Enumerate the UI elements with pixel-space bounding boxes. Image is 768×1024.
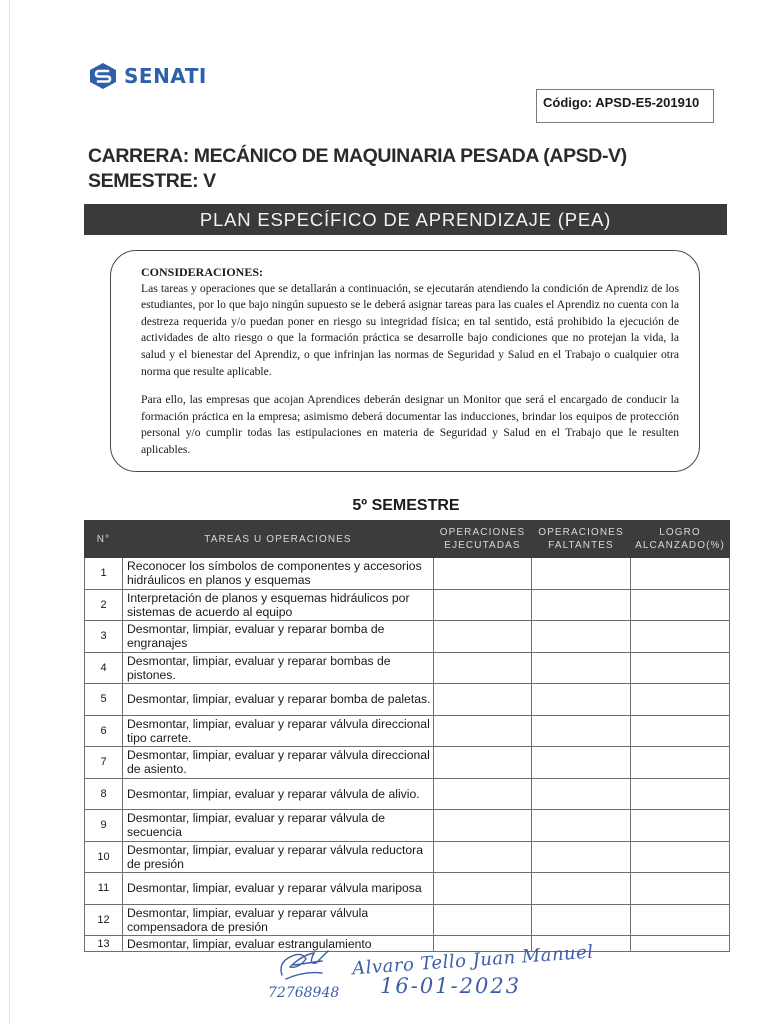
row-task: Desmontar, limpiar, evaluar y reparar válvula direccional de asiento. [123, 747, 434, 779]
row-executed-cell[interactable] [434, 778, 532, 810]
row-achievement-cell[interactable] [631, 810, 730, 842]
career-title: CARRERA: MECÁNICO DE MAQUINARIA PESADA (APSD-V) [88, 145, 627, 167]
row-executed-cell[interactable] [434, 841, 532, 873]
row-task: Desmontar, limpiar, evaluar estrangulamiento [123, 936, 434, 952]
row-missing-cell[interactable] [532, 715, 631, 747]
row-executed-cell[interactable] [434, 873, 532, 905]
row-number: 3 [85, 621, 123, 653]
row-missing-cell[interactable] [532, 873, 631, 905]
row-number: 11 [85, 873, 123, 905]
row-number: 5 [85, 684, 123, 716]
table-row [85, 558, 730, 590]
row-achievement-cell[interactable] [631, 558, 730, 590]
row-number: 1 [85, 558, 123, 590]
row-number: 10 [85, 841, 123, 873]
row-executed-cell[interactable] [434, 747, 532, 779]
table-row [85, 684, 730, 716]
row-executed-cell[interactable] [434, 684, 532, 716]
row-achievement-cell[interactable] [631, 936, 730, 952]
table-row [85, 747, 730, 779]
row-missing-cell[interactable] [532, 589, 631, 621]
row-number: 7 [85, 747, 123, 779]
table-header-row [85, 521, 730, 558]
considerations-title: CONSIDERACIONES: [141, 265, 264, 279]
row-achievement-cell[interactable] [631, 589, 730, 621]
row-executed-cell[interactable] [434, 652, 532, 684]
header-num: N° [85, 521, 123, 558]
row-missing-cell[interactable] [532, 778, 631, 810]
row-task: Desmontar, limpiar, evaluar y reparar bomba de paletas. [123, 684, 434, 716]
row-number: 4 [85, 652, 123, 684]
row-number: 9 [85, 810, 123, 842]
table-row [85, 715, 730, 747]
table-row [85, 873, 730, 905]
row-task: Desmontar, limpiar, evaluar y reparar válvula reductora de presión [123, 841, 434, 873]
row-executed-cell[interactable] [434, 904, 532, 936]
table-row [85, 904, 730, 936]
table-row [85, 778, 730, 810]
tasks-table-wrapper [84, 520, 730, 952]
row-executed-cell[interactable] [434, 621, 532, 653]
row-task: Desmontar, limpiar, evaluar y reparar válvula compensadora de presión [123, 904, 434, 936]
handwritten-date: 16-01-2023 [380, 974, 522, 998]
considerations-paragraph-2: Para ello, las empresas que acojan Aprendices deberán designar un Monitor que será el encargado de conducir la formación práctica en la empresa; asimismo deberá documentar las inducciones, brindar los equipos de protección personal y/o cumplir todas las estipulaciones en materia de Seguridad y Salud en el Trabajo que le resulten aplicables. [141, 393, 679, 456]
row-achievement-cell[interactable] [631, 684, 730, 716]
semester-title: SEMESTRE: V [88, 170, 216, 192]
table-row [85, 589, 730, 621]
table-row [85, 841, 730, 873]
row-achievement-cell[interactable] [631, 621, 730, 653]
row-task: Desmontar, limpiar, evaluar y reparar válvula de alivio. [123, 778, 434, 810]
senati-logo-icon [88, 62, 118, 90]
row-achievement-cell[interactable] [631, 652, 730, 684]
row-task: Interpretación de planos y esquemas hidráulicos por sistemas de acuerdo al equipo [123, 589, 434, 621]
row-executed-cell[interactable] [434, 810, 532, 842]
semester-table-title: 5º SEMESTRE [352, 497, 460, 514]
document-code: Código: APSD-E5-201910 [536, 89, 714, 123]
row-number: 12 [85, 904, 123, 936]
row-missing-cell[interactable] [532, 621, 631, 653]
logo-text: SENATI [124, 64, 207, 88]
considerations-box [110, 250, 700, 472]
row-executed-cell[interactable] [434, 715, 532, 747]
row-task: Reconocer los símbolos de componentes y accesorios hidráulicos en planos y esquemas [123, 558, 434, 590]
row-number: 6 [85, 715, 123, 747]
row-task: Desmontar, limpiar, evaluar y reparar bomba de engranajes [123, 621, 434, 653]
row-executed-cell[interactable] [434, 589, 532, 621]
row-missing-cell[interactable] [532, 652, 631, 684]
senati-logo [88, 62, 207, 90]
plan-banner: PLAN ESPECÍFICO DE APRENDIZAJE (PEA) [84, 204, 727, 235]
row-task: Desmontar, limpiar, evaluar y reparar válvula direccional tipo carrete. [123, 715, 434, 747]
table-row [85, 810, 730, 842]
row-task: Desmontar, limpiar, evaluar y reparar bombas de pistones. [123, 652, 434, 684]
row-achievement-cell[interactable] [631, 904, 730, 936]
table-row [85, 652, 730, 684]
table-row [85, 621, 730, 653]
considerations-paragraph-1: Las tareas y operaciones que se detallarán a continuación, se ejecutarán atendiendo la condición de Aprendiz de los estudiantes, por lo que bajo ningún supuesto se le deberá asignar tareas para las cuales el Aprendiz no cuenta con la destreza requerida y/o puedan poner en riesgo su integridad física; en tal sentido, está prohibido la ejecución de actividades de alto riesgo o que la formación práctica se desarrolle bajo condiciones que no protejan la vida, la salud y el bienestar del Aprendiz, o que infrinjan las normas de Seguridad y Salud en el Trabajo o cualquier otra norma que resulte aplicable. [141, 281, 679, 378]
row-achievement-cell[interactable] [631, 873, 730, 905]
row-task: Desmontar, limpiar, evaluar y reparar válvula de secuencia [123, 810, 434, 842]
signature-scribble [276, 945, 336, 985]
header-achievement: LOGRO ALCANZADO(%) [631, 521, 730, 558]
header-executed: OPERACIONES EJECUTADAS [434, 521, 532, 558]
handwritten-name: Alvaro Tello Juan Manuel [351, 941, 595, 980]
tasks-table [84, 520, 730, 952]
row-achievement-cell[interactable] [631, 715, 730, 747]
row-task: Desmontar, limpiar, evaluar y reparar válvula mariposa [123, 873, 434, 905]
handwritten-dni: 72768948 [268, 985, 340, 1001]
row-number: 2 [85, 589, 123, 621]
row-achievement-cell[interactable] [631, 841, 730, 873]
row-achievement-cell[interactable] [631, 778, 730, 810]
header-missing: OPERACIONES FALTANTES [532, 521, 631, 558]
row-missing-cell[interactable] [532, 810, 631, 842]
row-missing-cell[interactable] [532, 558, 631, 590]
row-number: 8 [85, 778, 123, 810]
row-missing-cell[interactable] [532, 904, 631, 936]
table-row [85, 936, 730, 952]
row-achievement-cell[interactable] [631, 747, 730, 779]
row-executed-cell[interactable] [434, 558, 532, 590]
row-missing-cell[interactable] [532, 684, 631, 716]
row-missing-cell[interactable] [532, 841, 631, 873]
row-number: 13 [85, 936, 123, 952]
row-missing-cell[interactable] [532, 747, 631, 779]
header-tasks: TAREAS U OPERACIONES [123, 521, 434, 558]
